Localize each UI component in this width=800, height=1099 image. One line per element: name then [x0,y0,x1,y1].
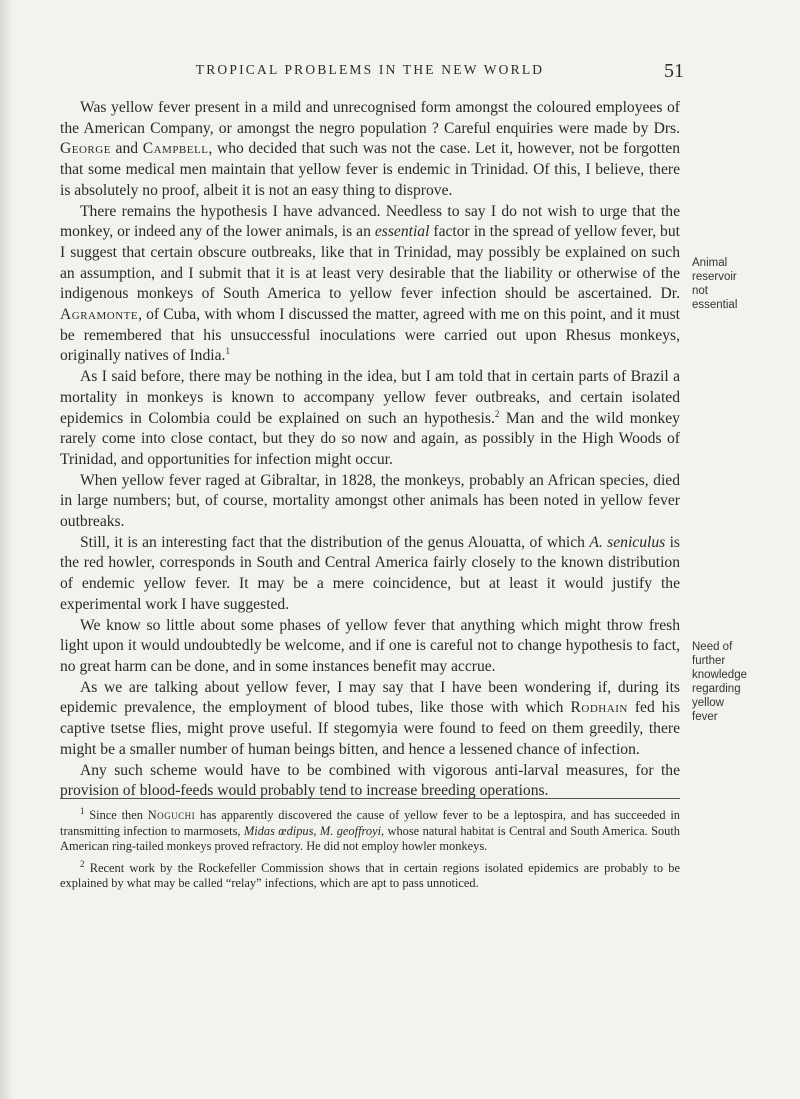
author-name: Noguchi [147,808,196,822]
footnote-ref-2[interactable]: 2 [494,408,500,419]
page-number: 51 [664,60,684,82]
footnote-1: $^1$ Since then Noguchi has apparently discovered the cause of yellow fever to be a leptospira, and has succeeded in transmitting infection to marmosets, Midas œdipus, M. geoffroyi, whose natural habitat is Central and South America. South American ring-tailed monkeys proved refractory. He did not employ howler monkeys. [60,805,680,853]
footnotes [60,805,680,898]
body-text [60,98,680,802]
paragraph-7: As we are talking about yellow fever, I may say that I have been wondering if, during its epidemic prevalence, the employment of blood tubes, like those with which Rodhain fed his captive tsetse flies, might prove useful. If stegomyia were found to feed on them greedily, there might be a smaller number of human beings bitten, and hence a lessened chance of infection. [60,678,681,758]
paragraph-1: Was yellow fever present in a mild and unrecognised form amongst the coloured employees of the American Company, or amongst the negro population ? Careful enquiries were made by Drs. George and Campbell, who decided that such was not the case. Let it, however, not be forgotten that some medical men maintain that yellow fever is endemic in Trinidad. Of this, I believe, there is absolutely no proof, albeit it is not an easy thing to disprove. [60,99,681,199]
paragraph-3: As I said before, there may be nothing in the idea, but I am told that in certain parts of Brazil a mortality in monkeys is known to accompany yellow fever outbreaks, and certain isolated epidemics in Colombia could be explained on such an hypothesis.$^2$ Man and the wild monkey rarely come into close contact, but they do so now and again, as possibly in the High Woods of Trinidad, and opportunities for infection might occur. [60,368,680,468]
author-name: Campbell [142,140,209,158]
footnote-2: $^2$ Recent work by the Rockefeller Commission shows that in certain regions isolated epidemics are probably to be explained by what may be called “relay” infections, which are apt to pass unnoticed. [60,858,680,890]
margin-note-further-knowledge: Need of further knowledge regarding yellow fever [692,641,747,723]
paragraph-4: When yellow fever raged at Gibraltar, in 1828, the monkeys, probably an African species, died in large numbers; but, of course, mortality amongst other animals has been noted in yellow fever outbreaks. [60,471,680,531]
author-name: Agramonte [60,306,139,324]
footnote-ref-1[interactable]: 1 [225,346,230,357]
running-title: TROPICAL PROBLEMS IN THE NEW WORLD [195,62,545,77]
footnote-divider [60,798,680,799]
paragraph-6: We know so little about some phases of yellow fever that anything which might throw fresh light upon it would undoubtedly be welcome, and if one is careful not to change hypothesis to fact, no great harm can be done, and in some instances benefit may accrue. [60,616,680,675]
author-name: George [60,140,111,158]
page-spine-shadow [0,0,14,1099]
paragraph-8: Any such scheme would have to be combined with vigorous anti-larval measures, for the provision of blood-feeds would probably tend to increase breeding operations. [60,761,680,800]
author-name: Rodhain [570,699,628,717]
paragraph-5: Still, it is an interesting fact that the distribution of the genus Alouatta, of which A. seniculus is the red howler, corresponds in South and Central America fairly closely to the known distribution of endemic yellow fever. It may be a mere coincidence, but at least it would justify the experimental work I have suggested. [60,533,680,613]
paragraph-2: There remains the hypothesis I have advanced. Needless to say I do not wish to urge that the monkey, or indeed any of the lower animals, is an essential factor in the spread of yellow fever, but I suggest that certain obscure outbreaks, like that in Trinidad, may possibly be explained on such an assumption, and I submit that it is at least very desirable that the liability or otherwise of the indigenous monkeys of South America to yellow fever infection should be ascertained. Dr. Agramonte, of Cuba, with whom I discussed the matter, agreed with me on this point, and it must be remembered that his unsuccessful inoculations were carried out upon Rhesus monkeys, originally natives of India.$^1$ [60,202,680,365]
margin-note-animal-reservoir: Animal reservoir not essential [692,257,738,311]
